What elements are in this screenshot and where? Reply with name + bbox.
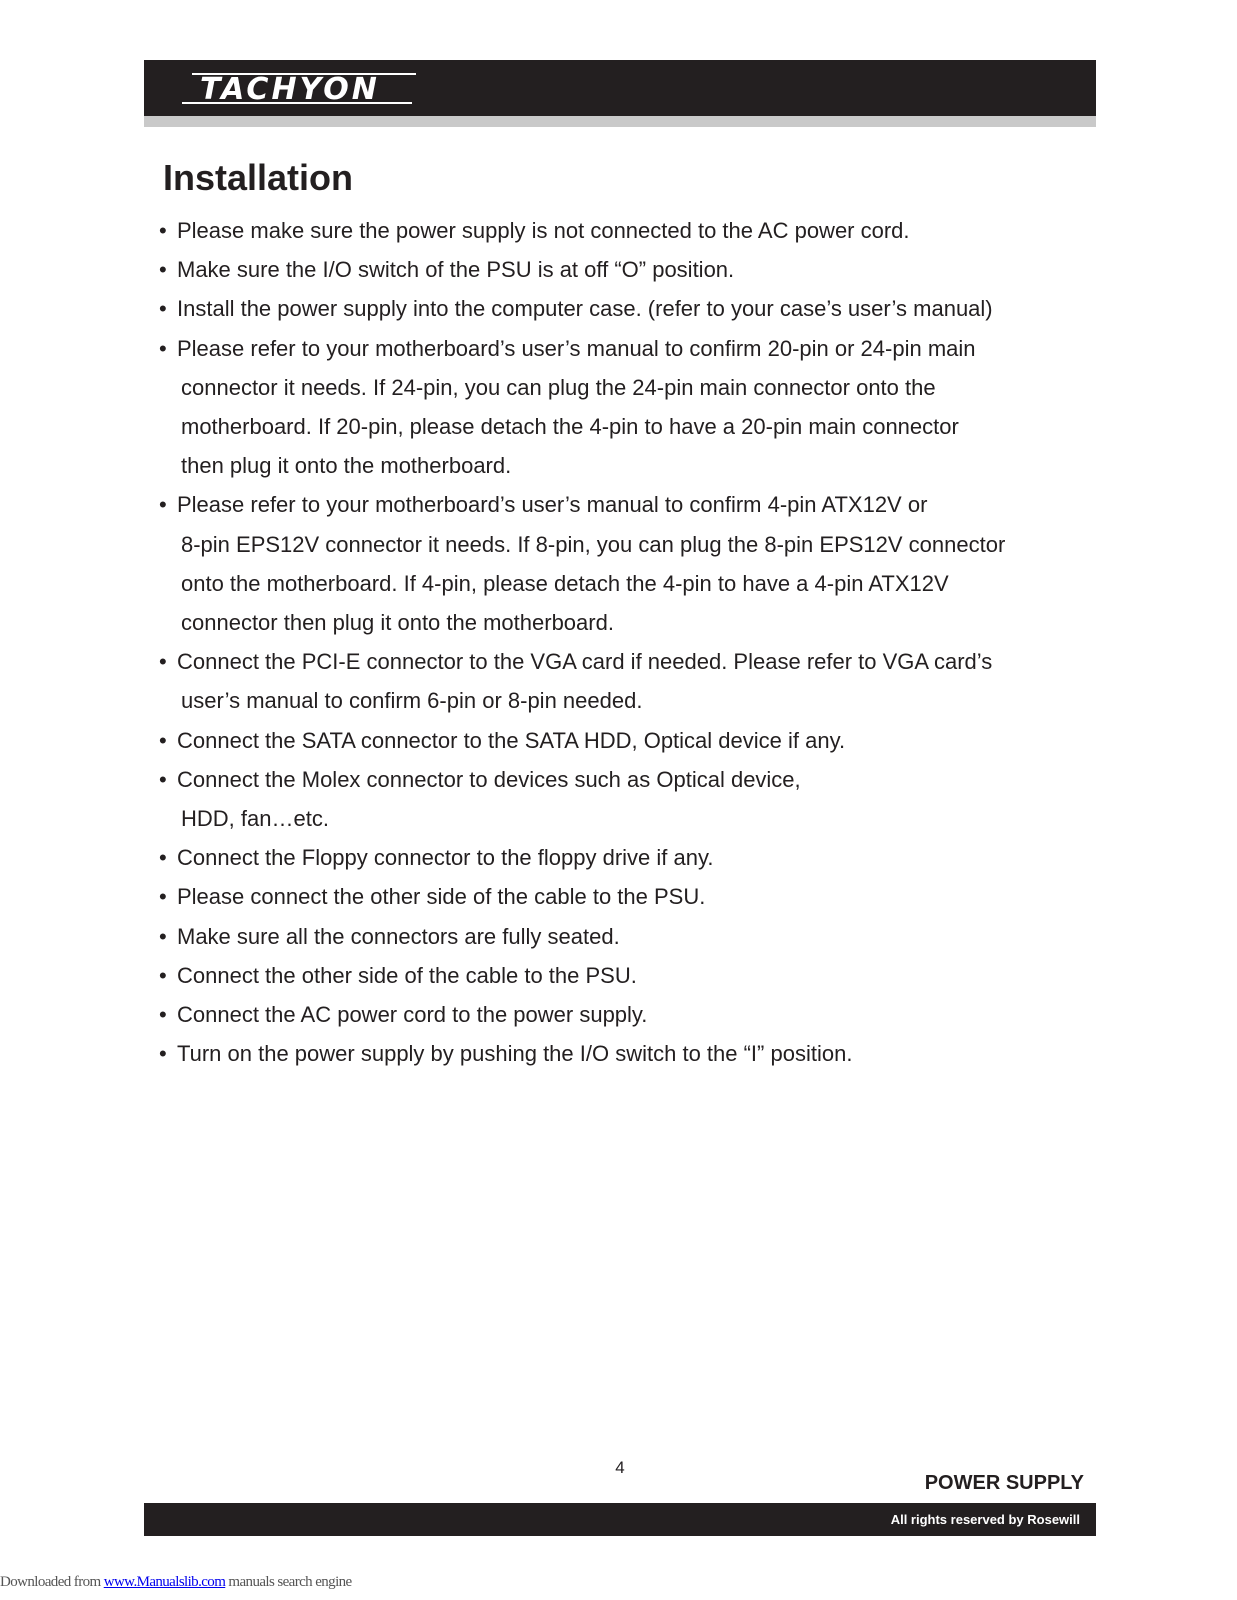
list-item-text: Turn on the power supply by pushing the I/O switch to the “I” position.: [177, 1041, 853, 1067]
list-item-text: Please connect the other side of the cable to the PSU.: [177, 884, 706, 910]
bullet: •: [159, 884, 167, 910]
download-prefix: Downloaded from: [0, 1574, 104, 1590]
list-item-continuation: onto the motherboard. If 4-pin, please detach the 4-pin to have a 4-pin ATX12V: [181, 570, 949, 596]
list-item-text: Connect the other side of the cable to the PSU.: [177, 962, 637, 988]
list-item-text: Please refer to your motherboard’s user’s manual to confirm 20-pin or 24-pin main: [177, 335, 976, 361]
list-item-text: Make sure all the connectors are fully seated.: [177, 923, 620, 949]
list-item-text: Make sure the I/O switch of the PSU is at off “O” position.: [177, 257, 735, 283]
list-item-text: Connect the Floppy connector to the floppy drive if any.: [177, 845, 714, 871]
list-item: [159, 721, 1104, 760]
list-item: [159, 250, 1104, 289]
list-item: [159, 838, 1104, 877]
list-item: [159, 917, 1104, 956]
bullet: •: [159, 845, 167, 871]
bullet: •: [159, 766, 167, 792]
list-item-continuation: HDD, fan…etc.: [181, 806, 329, 832]
list-item-continuation: user’s manual to confirm 6-pin or 8-pin needed.: [181, 688, 643, 714]
bullet: •: [159, 1002, 167, 1028]
logo-text: TACHYON: [200, 72, 380, 107]
rights-notice: All rights reserved by Rosewill: [890, 1512, 1080, 1527]
page-number: 4: [615, 1458, 625, 1477]
bullet: •: [159, 962, 167, 988]
list-item: [159, 877, 1104, 916]
list-item-text: Please refer to your motherboard’s user’s manual to confirm 4-pin ATX12V or: [177, 492, 928, 518]
bullet: •: [159, 492, 167, 518]
list-item-continuation: connector then plug it onto the motherboard.: [181, 610, 614, 636]
list-item-text: Connect the PCI-E connector to the VGA card if needed. Please refer to VGA card’s: [177, 649, 993, 675]
bullet: •: [159, 335, 167, 361]
bullet: •: [159, 296, 167, 322]
list-item: [159, 211, 1104, 250]
list-item: [159, 289, 1104, 328]
list-item-continuation: motherboard. If 20-pin, please detach the 4-pin to have a 20-pin main connector: [181, 414, 959, 440]
bullet: •: [159, 1041, 167, 1067]
download-note: [0, 1574, 352, 1591]
list-item: [159, 642, 1104, 720]
list-item-text: Connect the SATA connector to the SATA HDD, Optical device if any.: [177, 727, 846, 753]
list-item-continuation: then plug it onto the motherboard.: [181, 453, 512, 479]
list-item-text: Please make sure the power supply is not connected to the AC power cord.: [177, 218, 910, 243]
bullet: •: [159, 218, 167, 243]
tachyon-logo: [180, 68, 424, 108]
list-item-text: Connect the AC power cord to the power supply.: [177, 1002, 648, 1028]
instruction-list: [159, 211, 1104, 1073]
bullet: •: [159, 727, 167, 753]
product-label: POWER SUPPLY: [924, 1472, 1084, 1494]
footer-bar: [144, 1503, 1096, 1536]
list-item: [159, 1034, 1104, 1073]
list-item-continuation: 8-pin EPS12V connector it needs. If 8-pin, you can plug the 8-pin EPS12V connector: [181, 531, 1006, 557]
list-item: [159, 760, 1104, 838]
bullet: •: [159, 257, 167, 283]
bullet: •: [159, 923, 167, 949]
list-item-text: Install the power supply into the computer case. (refer to your case’s user’s manual): [177, 296, 993, 322]
header-underline: [144, 116, 1096, 127]
list-item-text: Connect the Molex connector to devices such as Optical device,: [177, 766, 801, 792]
list-item: [159, 995, 1104, 1034]
list-item: [159, 956, 1104, 995]
download-suffix: manuals search engine: [225, 1574, 352, 1590]
list-item: [159, 485, 1104, 642]
manualslib-link[interactable]: www.Manualslib.com: [103, 1574, 226, 1590]
list-item: [159, 329, 1104, 486]
list-item-continuation: connector it needs. If 24-pin, you can plug the 24-pin main connector onto the: [181, 374, 936, 400]
page-title: Installation: [163, 157, 354, 198]
bullet: •: [159, 649, 167, 675]
